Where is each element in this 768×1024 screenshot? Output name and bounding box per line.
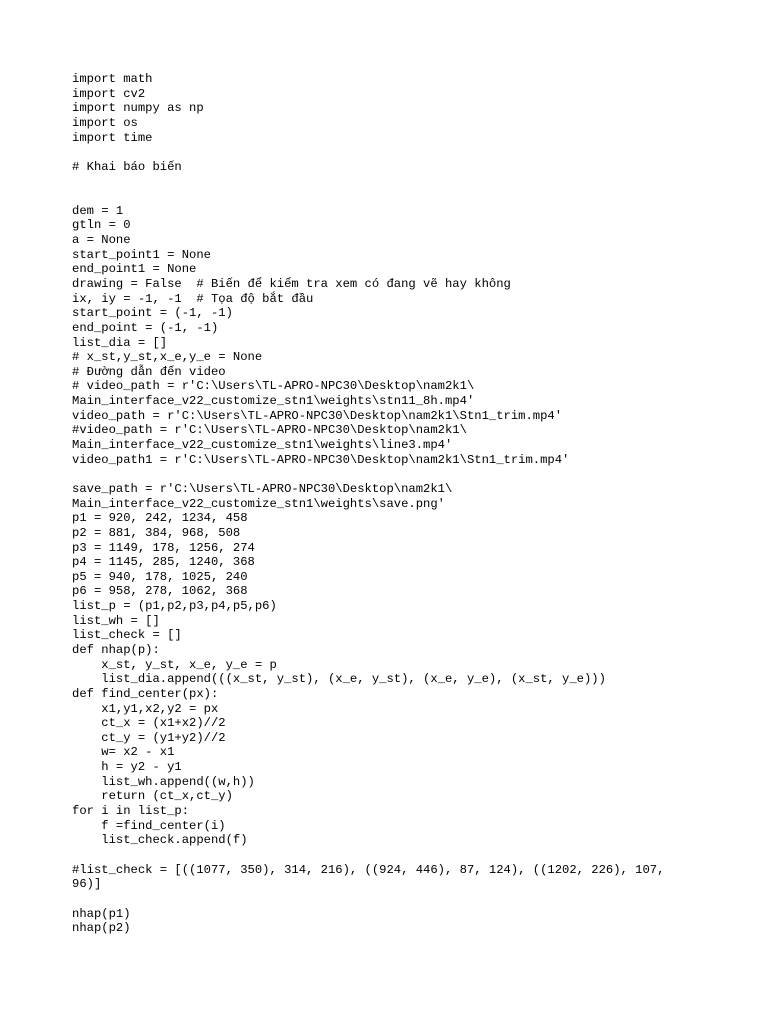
code-line: p2 = 881, 384, 968, 508 [72, 525, 241, 540]
code-line: # x_st,y_st,x_e,y_e = None [72, 350, 263, 365]
code-line: list_wh.append((w,h)) [72, 774, 255, 789]
code-line: for i in list_p: [72, 804, 190, 819]
code-line: nhap(p2) [72, 921, 131, 936]
code-line [72, 892, 752, 907]
code-line: # Đường dẫn đến video [72, 364, 226, 379]
code-line: import cv2 [72, 86, 146, 101]
code-line: return (ct_x,ct_y) [72, 789, 233, 804]
code-line: p3 = 1149, 178, 1256, 274 [72, 540, 255, 555]
code-line: video_path1 = r'C:\Users\TL-APRO-NPC30\Desktop\nam2k1\Stn1_trim.mp4' [72, 452, 570, 467]
code-line: def find_center(px): [72, 686, 219, 701]
code-line: dem = 1 [72, 203, 124, 218]
code-line: nhap(p1) [72, 906, 131, 921]
code-line: start_point = (-1, -1) [72, 306, 233, 321]
code-line: import numpy as np [72, 101, 204, 116]
code-line: ix, iy = -1, -1 # Tọa độ bắt đầu [72, 291, 314, 306]
code-line [72, 189, 752, 204]
code-line: import time [72, 130, 153, 145]
code-line: list_p = (p1,p2,p3,p4,p5,p6) [72, 599, 277, 614]
code-line: 96)] [72, 877, 102, 892]
code-line [72, 145, 752, 160]
code-line: end_point1 = None [72, 262, 197, 277]
code-line: h = y2 - y1 [72, 760, 182, 775]
code-line: list_dia.append(((x_st, y_st), (x_e, y_st), (x_e, y_e), (x_st, y_e))) [72, 672, 606, 687]
code-line: list_dia = [] [72, 335, 168, 350]
code-line: a = None [72, 233, 131, 248]
code-line [72, 467, 752, 482]
code-line: def nhap(p): [72, 642, 160, 657]
code-line: video_path = r'C:\Users\TL-APRO-NPC30\Desktop\nam2k1\Stn1_trim.mp4' [72, 408, 563, 423]
code-line: #list_check = [((1077, 350), 314, 216), ((924, 446), 87, 124), ((1202, 226), 107, [72, 862, 665, 877]
code-line: x_st, y_st, x_e, y_e = p [72, 657, 277, 672]
code-line: #video_path = r'C:\Users\TL-APRO-NPC30\Desktop\nam2k1\ [72, 423, 467, 438]
code-line: start_point1 = None [72, 247, 211, 262]
code-line: Main_interface_v22_customize_stn1\weights\line3.mp4' [72, 438, 453, 453]
code-line: import math [72, 72, 153, 86]
code-line: import os [72, 115, 138, 130]
code-line: w= x2 - x1 [72, 745, 175, 760]
code-line: save_path = r'C:\Users\TL-APRO-NPC30\Desktop\nam2k1\ [72, 481, 453, 496]
code-line: drawing = False # Biến để kiểm tra xem có đang vẽ hay không [72, 276, 511, 291]
code-line: Main_interface_v22_customize_stn1\weights\stn11_8h.mp4' [72, 394, 475, 409]
code-line: gtln = 0 [72, 218, 131, 233]
code-line [72, 174, 752, 189]
code-line: list_check = [] [72, 628, 182, 643]
code-line: p5 = 940, 178, 1025, 240 [72, 569, 248, 584]
code-line: end_point = (-1, -1) [72, 320, 219, 335]
code-line: # Khai báo biến [72, 159, 182, 174]
code-line: Main_interface_v22_customize_stn1\weights\save.png' [72, 496, 445, 511]
code-line: list_wh = [] [72, 613, 160, 628]
code-line: p6 = 958, 278, 1062, 368 [72, 584, 248, 599]
code-line: ct_x = (x1+x2)//2 [72, 716, 226, 731]
code-line: p1 = 920, 242, 1234, 458 [72, 511, 248, 526]
code-line: ct_y = (y1+y2)//2 [72, 730, 226, 745]
code-line: list_check.append(f) [72, 833, 248, 848]
code-line: p4 = 1145, 285, 1240, 368 [72, 555, 255, 570]
code-document [72, 72, 752, 936]
code-line [72, 848, 752, 863]
code-line: # video_path = r'C:\Users\TL-APRO-NPC30\Desktop\nam2k1\ [72, 379, 475, 394]
code-line: x1,y1,x2,y2 = px [72, 701, 219, 716]
code-line: f =find_center(i) [72, 818, 226, 833]
